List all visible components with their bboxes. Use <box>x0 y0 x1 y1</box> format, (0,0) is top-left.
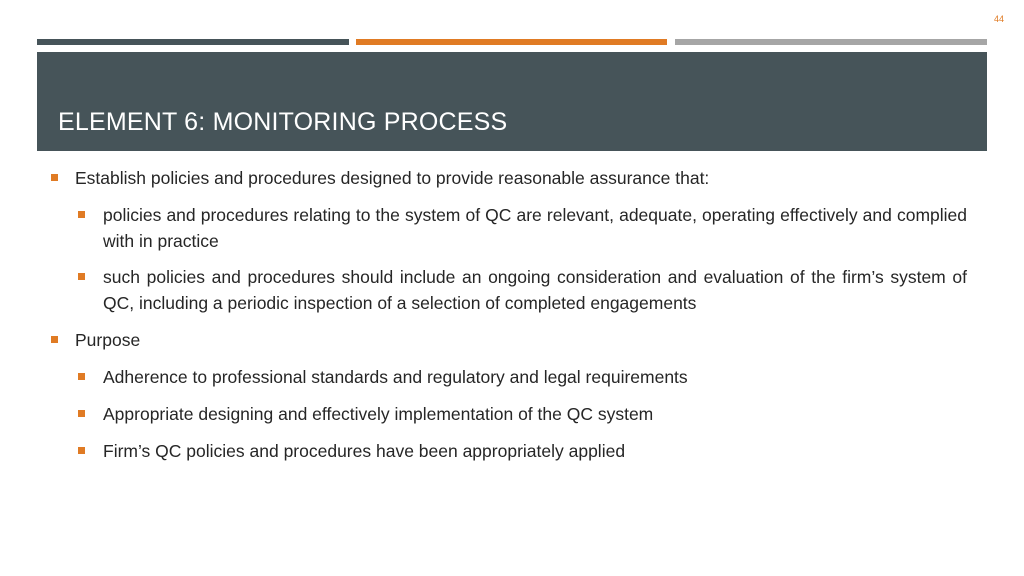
bullet-square-icon <box>51 336 58 343</box>
sub-bullet-item <box>103 264 967 316</box>
bullet-square-icon <box>78 273 85 280</box>
bullet-square-icon <box>78 373 85 380</box>
bullet-square-icon <box>51 174 58 181</box>
slide-title: ELEMENT 6: MONITORING PROCESS <box>58 108 508 136</box>
bullet-text: such policies and procedures should include an ongoing consideration and evaluation of the firm’s system of QC, including a periodic inspection of a selection of completed engagements <box>103 267 967 313</box>
bullet-square-icon <box>78 410 85 417</box>
bullet-text: policies and procedures relating to the system of QC are relevant, adequate, operating effectively and complied with in practice <box>103 205 967 251</box>
bullet-text: Firm’s QC policies and procedures have been appropriately applied <box>103 441 626 461</box>
bullet-text: Adherence to professional standards and regulatory and legal requirements <box>103 367 688 387</box>
bullet-text: Appropriate designing and effectively implementation of the QC system <box>103 404 654 424</box>
bullet-square-icon <box>78 447 85 454</box>
slide-number: 44 <box>993 14 1004 24</box>
bullet-item <box>75 165 965 191</box>
bullet-square-icon <box>78 211 85 218</box>
sub-bullet-item <box>103 364 967 390</box>
sub-bullet-item <box>103 401 967 427</box>
sub-bullet-item <box>103 202 967 254</box>
bullet-text: Establish policies and procedures designed to provide reasonable assurance that: <box>75 168 710 188</box>
bullet-text: Purpose <box>75 330 141 350</box>
bullet-item <box>75 327 965 353</box>
sub-bullet-item <box>103 438 967 464</box>
